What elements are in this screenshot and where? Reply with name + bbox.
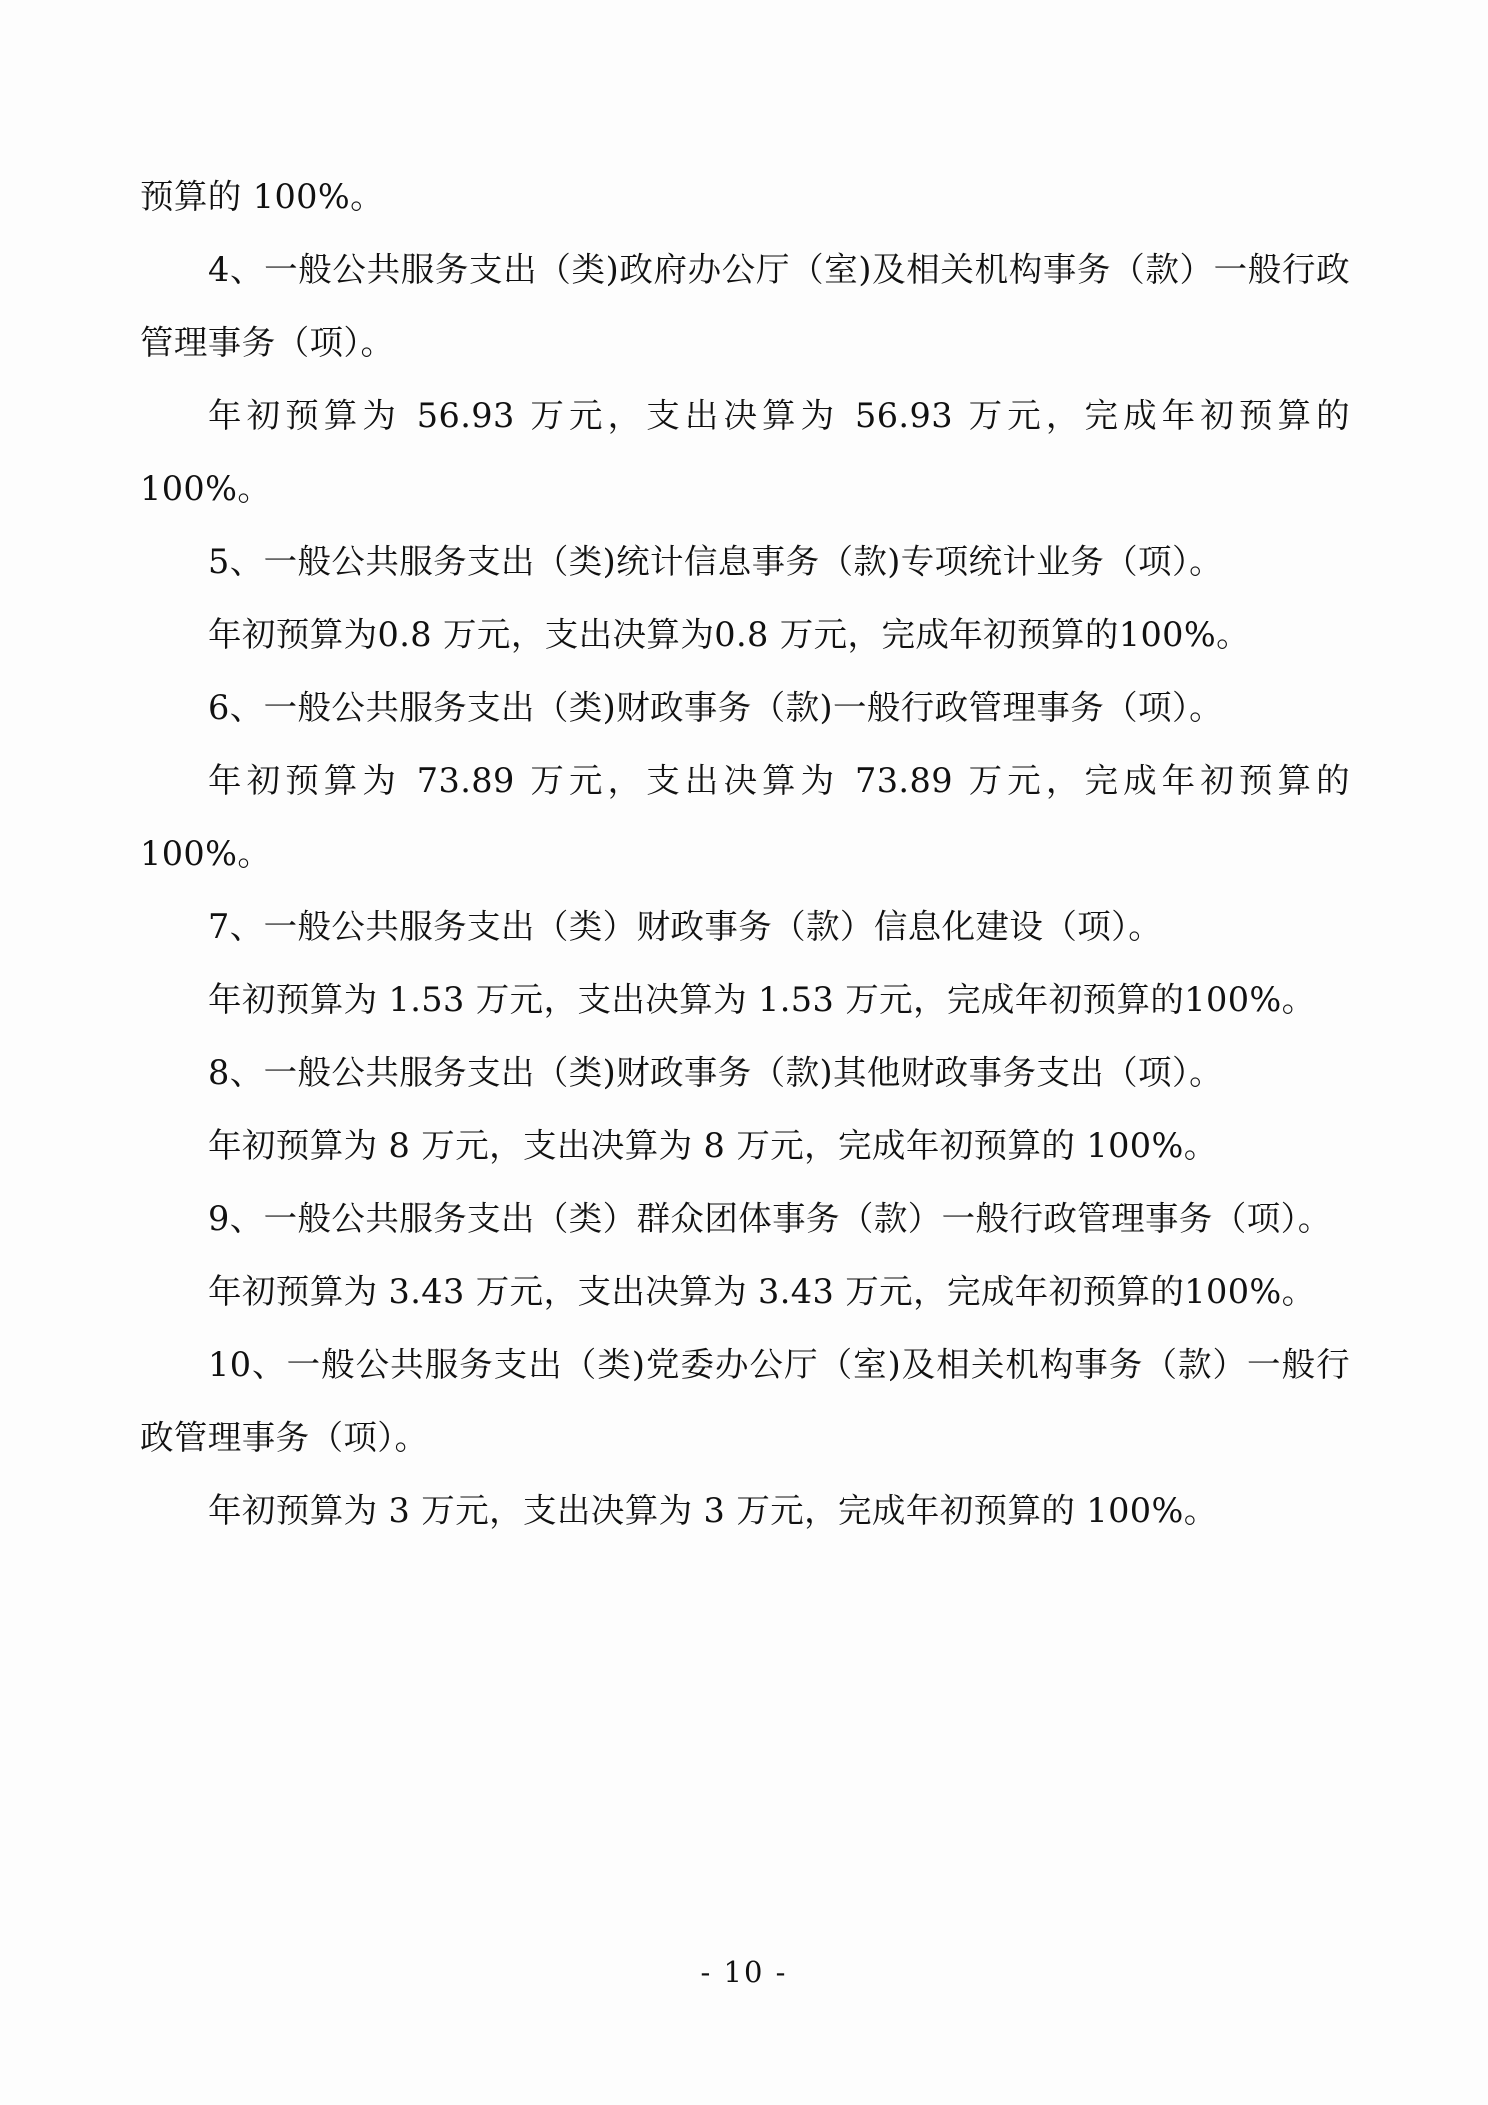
paragraph: 8、一般公共服务支出（类)财政事务（款)其他财政事务支出（项）。 xyxy=(208,1053,1224,1092)
page-number: - 10 - xyxy=(700,1955,788,1989)
paragraph: 年初预算为 56.93 万元，支出决算为 56.93 万元，完成年初预算的 100%。 xyxy=(140,396,1362,508)
paragraph: 年初预算为0.8 万元，支出决算为0.8 万元，完成年初预算的100%。 xyxy=(208,615,1251,654)
paragraph: 6、一般公共服务支出（类)财政事务（款)一般行政管理事务（项）。 xyxy=(208,688,1224,727)
paragraph: 预算的 100%。 xyxy=(140,177,385,216)
paragraph: 年初预算为 1.53 万元，支出决算为 1.53 万元，完成年初预算的100%。 xyxy=(208,980,1316,1019)
paragraph: 9、一般公共服务支出（类）群众团体事务（款）一般行政管理事务（项）。 xyxy=(208,1199,1332,1238)
paragraph: 年初预算为 3.43 万元，支出决算为 3.43 万元，完成年初预算的100%。 xyxy=(208,1272,1316,1311)
paragraph: 年初预算为 3 万元，支出决算为 3 万元，完成年初预算的 100%。 xyxy=(208,1491,1218,1530)
paragraph: 年初预算为 73.89 万元，支出决算为 73.89 万元，完成年初预算的 100%。 xyxy=(140,761,1362,873)
document-body xyxy=(140,160,1362,1547)
paragraph: 10、一般公共服务支出（类)党委办公厅（室)及相关机构事务（款）一般行政管理事务（项）。 xyxy=(140,1345,1350,1457)
paragraph: 4、一般公共服务支出（类)政府办公厅（室)及相关机构事务（款）一般行政管理事务（项）。 xyxy=(140,250,1350,362)
paragraph: 7、一般公共服务支出（类）财政事务（款）信息化建设（项）。 xyxy=(208,907,1163,946)
paragraph: 年初预算为 8 万元，支出决算为 8 万元，完成年初预算的 100%。 xyxy=(208,1126,1218,1165)
paragraph: 5、一般公共服务支出（类)统计信息事务（款)专项统计业务（项）。 xyxy=(208,542,1224,581)
